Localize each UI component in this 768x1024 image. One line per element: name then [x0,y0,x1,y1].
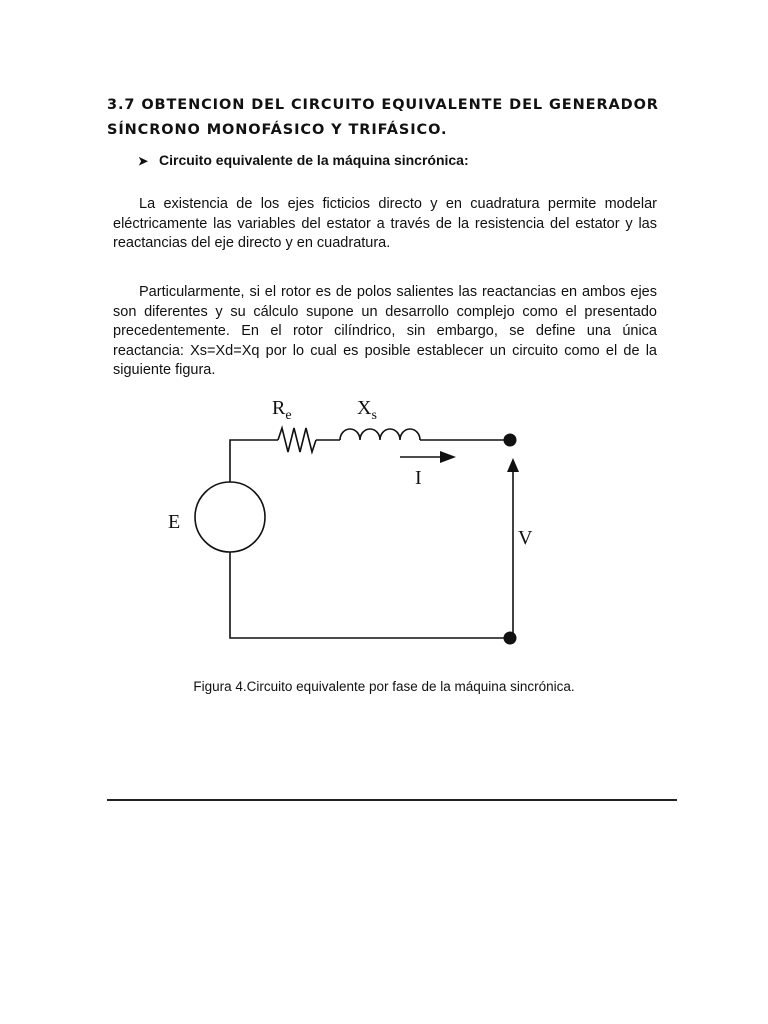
voltage-source-symbol [195,482,265,552]
resistor-symbol [278,428,316,452]
paragraph-1: La existencia de los ejes ficticios directo y en cuadratura permite modelar eléctricamente las variables del estator a través de la resistencia del estator y las reactancias del eje directo y en cuadratura. [113,196,657,251]
paragraph-2: Particularmente, si el rotor es de polos salientes las reactancias en ambos ejes son diferentes y su cálculo supone un desarrollo complejo como el presentado precedentemente. En el rotor cilíndrico, sin embargo, se define una única reactancia: Xs=Xd=Xq por lo cual es posible establecer un circuito como el de la siguiente figura. [113,284,657,378]
subsection-title: Circuito equivalente de la máquina sincrónica: [159,152,469,168]
figure-caption: Figura 4.Circuito equivalente por fase de la máquina sincrónica. [193,679,575,694]
equivalent-circuit-figure [160,390,560,660]
label-current: I [415,467,422,489]
arrow-bullet-icon: ➤ [138,154,149,168]
current-arrow-head [440,451,456,463]
label-source: E [168,511,181,533]
terminal-bottom [504,632,517,645]
terminal-top [504,434,517,447]
circuit-diagram [160,390,560,660]
label-reactance: $X_s$ [357,397,377,423]
voltage-arrow-head [507,458,519,472]
wire-bottom [230,552,510,638]
label-voltage: V [518,527,533,549]
subsection-heading [138,150,469,171]
footer-divider [107,799,677,801]
section-title: 3.7 OBTENCION DEL CIRCUITO EQUIVALENTE DEL GENERADOR SÍNCRONO MONOFÁSICO Y TRIFÁSICO. [107,97,659,138]
wire-left-top [230,440,278,482]
label-resistor: $R_e$ [272,397,292,423]
inductor-symbol [340,429,420,440]
